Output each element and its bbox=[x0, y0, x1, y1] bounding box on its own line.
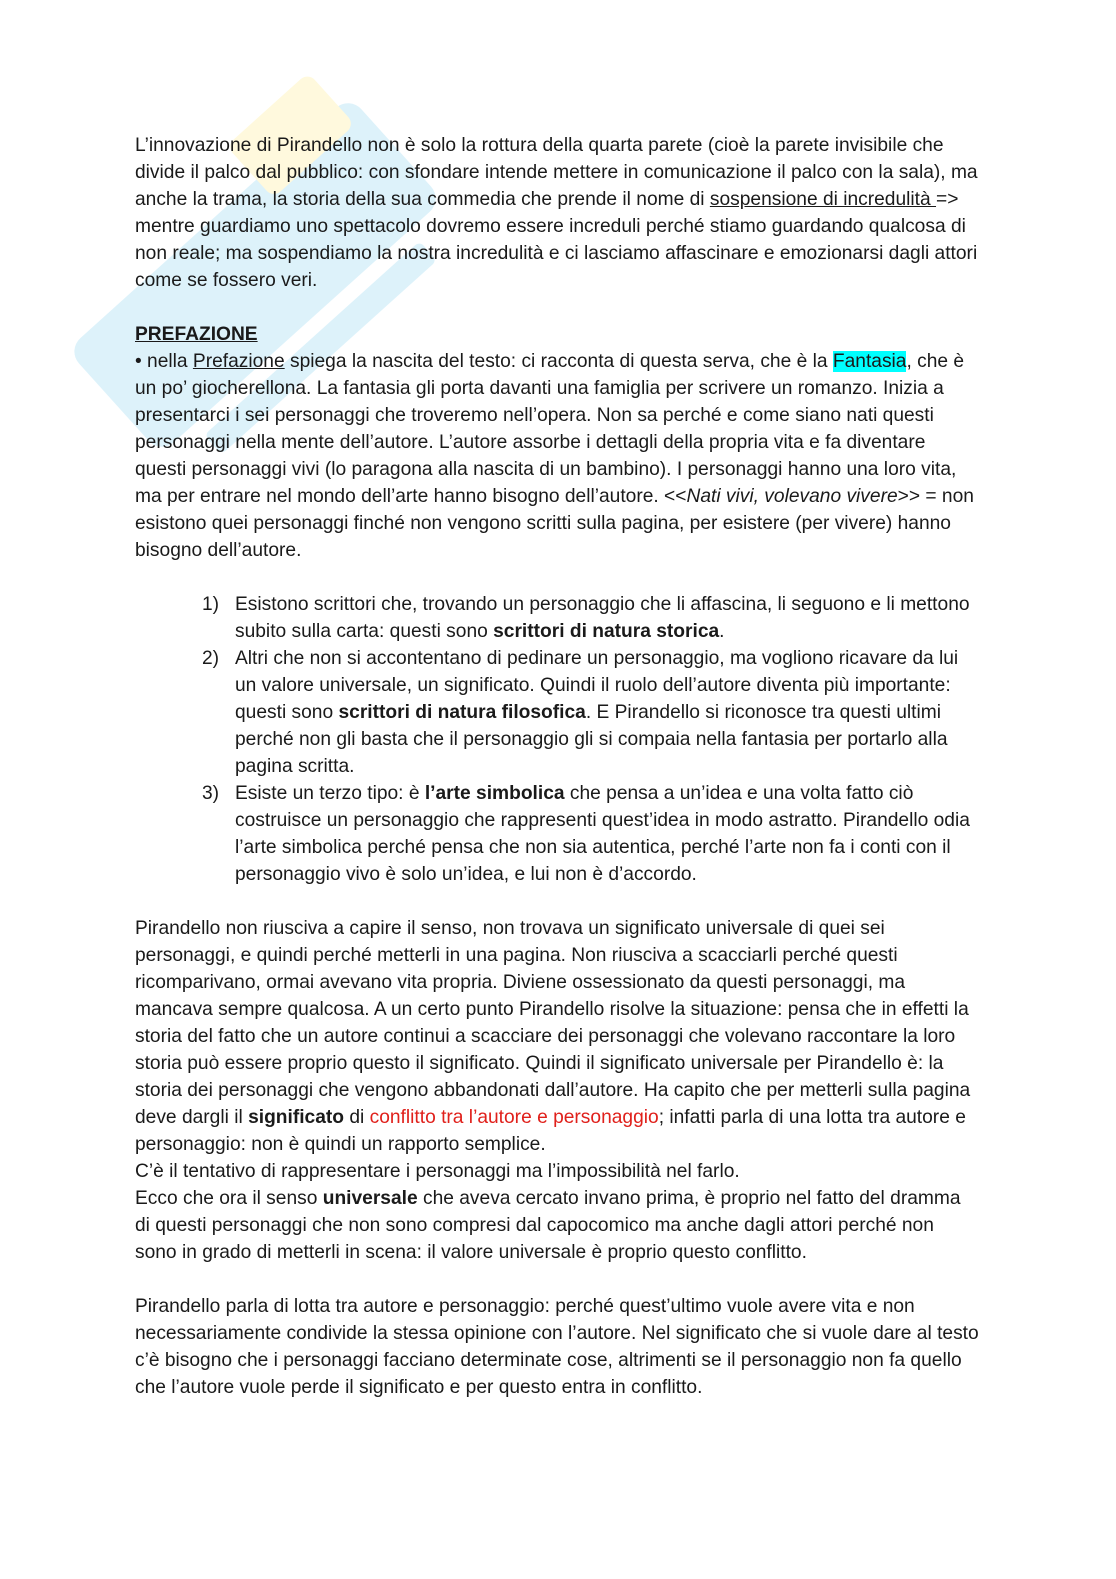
universal-paragraph: Ecco che ora il senso universale che aveva cercato invano prima, è proprio nel fatto del dramma di questi personaggi che non sono compresi dal capocomico ma anche dagli attori perché non sono in grado di metterli in scena: il valore universale è proprio questo conflitto. bbox=[135, 1188, 961, 1263]
numbered-list bbox=[135, 591, 980, 888]
bold-term: universale bbox=[322, 1188, 418, 1209]
section-heading: PREFAZIONE bbox=[135, 324, 258, 345]
meaning-paragraph: Pirandello non riusciva a capire il senso, non trovava un significato universale di quei sei personaggi, e quindi perché metterli in una pagina. Non riusciva a scacciarli perché questi ricomparivano, ormai avevano vita propria. Diviene ossessionato da questi personaggi, ma mancava sempre qualcosa. A un certo punto Pirandello risolve la situazione: pensa che in effetti la storia del fatto che un autore continui a scacciare dei personaggi che volevano raccontare la loro storia può essere proprio questo il significato. Quindi il significato universale per Pirandello è: la storia dei personaggi che vengono abbandonati dall’autore. Ha capito che per metterli sulla pagina deve dargli il significato di conflitto tra l’autore e personaggio; infatti parla di una lotta tra autore e personaggio: non è quindi un rapporto semplice. bbox=[135, 918, 971, 1155]
preface-paragraph: • nella Prefazione spiega la nascita del testo: ci racconta di questa serva, che è la Fantasia, che è un po’ giocherellona. La fantasia gli porta davanti una famiglia per scrivere un romanzo. Inizia a presentarci i sei personaggi che troveremo nell’opera. Non sa perché e come siano nati questi personaggi nella mente dell’autore. L’autore assorbe i dettagli della propria vita e fa diventare questi personaggi vivi (lo paragona alla nascita di un bambino). I personaggi hanno una loro vita, ma per entrare nel mondo dell’arte hanno bisogno dell’autore. <<Nati vivi, volevano vivere>> = non esistono quei personaggi finché non vengono scritti sulla pagina, per esistere (per vivere) hanno bisogno dell’autore. bbox=[135, 351, 974, 561]
list-number: 3) bbox=[202, 783, 220, 804]
bold-term: significato bbox=[248, 1107, 345, 1128]
conflict-paragraph: Pirandello parla di lotta tra autore e personaggio: perché quest’ultimo vuole avere vita e non necessariamente condivide la stessa opinione con l’autore. Nel significato che si vuole dare al testo c’è bisogno che i personaggi facciano determinate cose, altrimenti se il personaggio non fa quello che l’autore vuole perde il significato e per questo entra in conflitto. bbox=[135, 1296, 979, 1398]
list-item: 3) Esiste un terzo tipo: è l’arte simbolica che pensa a un’idea e una volta fatto ciò costruisce un personaggio che rappresenti quest’idea in modo astratto. Pirandello odia l’arte simbolica perché pensa che non sia autentica, perché l’arte non fa i conti con il personaggio vivo è solo un’idea, e lui non è d’accordo. bbox=[135, 780, 980, 888]
list-number: 1) bbox=[202, 594, 220, 615]
intro-paragraph: L’innovazione di Pirandello non è solo la rottura della quarta parete (cioè la parete invisibile che divide il palco dal pubblico: con sfondare intende mettere in comunicazione il palco con la sala), ma anche la trama, la storia della sua commedia che prende il nome di sospensione di incredulità => mentre guardiamo uno spettacolo dovremo essere increduli perché stiamo guardando qualcosa di non reale; ma sospendiamo la nostra incredulità e ci lasciamo affascinare e emozionarsi dagli attori come se fossero veri. bbox=[135, 135, 978, 291]
underlined-term: sospensione di incredulità bbox=[709, 189, 937, 210]
bold-term: l’arte simbolica bbox=[424, 783, 565, 804]
italic-quote: Nati vivi, volevano vivere bbox=[686, 486, 898, 507]
attempt-paragraph: C’è il tentativo di rappresentare i personaggi ma l’impossibilità nel farlo. bbox=[135, 1161, 740, 1182]
underlined-term: Prefazione bbox=[192, 351, 285, 372]
red-term: conflitto tra l’autore e personaggio bbox=[369, 1107, 659, 1128]
list-number: 2) bbox=[202, 648, 220, 669]
bold-term: scrittori di natura storica bbox=[493, 621, 720, 642]
list-item: 1) Esistono scrittori che, trovando un personaggio che li affascina, li seguono e li mettono subito sulla carta: questi sono scrittori di natura storica. bbox=[135, 591, 980, 645]
list-item: 2) Altri che non si accontentano di pedinare un personaggio, ma vogliono ricavare da lui un valore universale, un significato. Quindi il ruolo dell’autore diventa più importante: questi sono scrittori di natura filosofica. E Pirandello si riconosce tra questi ultimi perché non gli basta che il personaggio gli si compaia nella fantasia per portarlo alla pagina scritta. bbox=[135, 645, 980, 780]
highlighted-term: Fantasia bbox=[832, 351, 907, 372]
bold-term: scrittori di natura filosofica bbox=[338, 702, 586, 723]
document-page bbox=[135, 132, 980, 1401]
